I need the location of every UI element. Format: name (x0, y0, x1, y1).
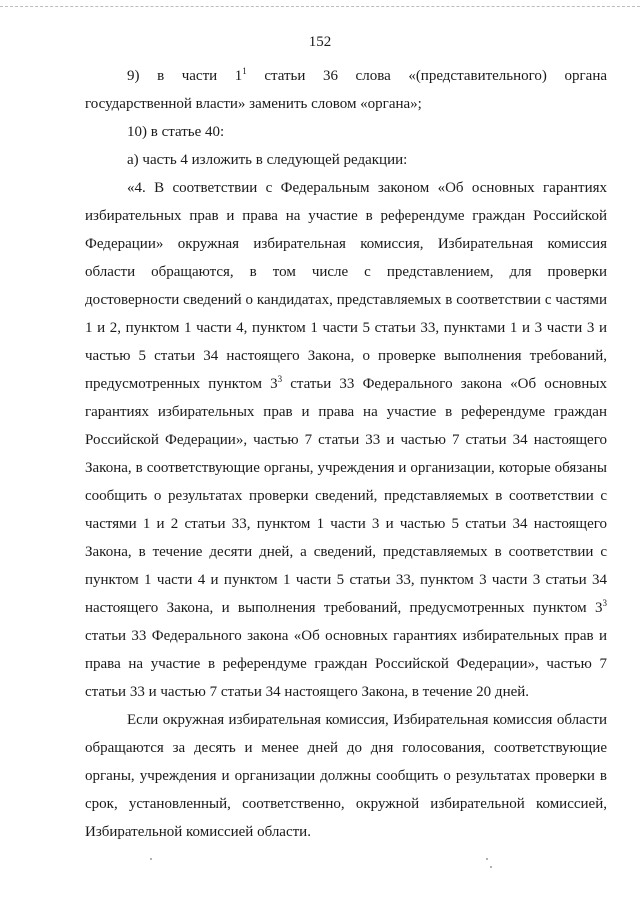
text-run: статьи 36 слова «(представительного) органа государственной власти» заменить словом «органа»; (85, 68, 607, 112)
paragraph-deadline-rule (85, 706, 607, 846)
scan-speck (490, 866, 492, 868)
text-run: «4. В соответствии с Федеральным законом «Об основных гарантиях избирательных прав и права на участие в референдуме граждан Российской Федерации» окружная избирательная комиссия, Избирательная комиссия области обращаются, в том числе с представлением, для проверки достоверности сведений о кандидатах, представляемых в соответствии с частями 1 и 2, пунктом 1 части 4, пунктом 1 части 5 статьи 33, пунктами 1 и 3 части 3 и частью 5 статьи 34 настоящего Закона, о проверке выполнения требований, предусмотренных пунктом 3 (85, 180, 607, 392)
superscript-marker: 1 (242, 66, 247, 76)
text-run: статьи 33 Федерального закона «Об основных гарантиях избирательных прав и права на участие в референдуме граждан Российской Федерации», частью 7 статьи 33 и частью 7 статьи 34 настоящего Закона, в соответствующие органы, учреждения и организации, которые обязаны сообщить о результатах проверки сведений, представляемых в соответствии с частями 1 и 2 статьи 33, пунктом 1 части 3 и частью 5 статьи 34 настоящего Закона, в течение десяти дней, а сведений, представляемых в соответствии с пунктом 1 части 4 и пунктом 1 части 5 статьи 33, пунктом 3 части 3 статьи 34 настоящего Закона, и выполнения требований, предусмотренных пунктом 3 (85, 376, 607, 616)
document-body (85, 62, 607, 846)
superscript-marker: 3 (277, 374, 283, 384)
page-number: 152 (308, 34, 332, 50)
text-run: статьи 33 Федерального закона «Об основных гарантиях избирательных прав и права на участие в референдуме граждан Российской Федерации», частью 7 статьи 33 и частью 7 статьи 34 настоящего Закона, в течение 20 дней. (85, 628, 607, 700)
text-run: Если окружная избирательная комиссия, Избирательная комиссия области обращаются за десять и менее дней до дня голосования, соответствующие органы, учреждения и организации должны сообщить о результатах проверки в срок, установленный, соответственно, окружной избирательной комиссией, Избирательной комиссией области. (85, 712, 607, 840)
paragraph-subitem-a (85, 146, 607, 174)
scan-speck (486, 858, 488, 860)
scan-speck (150, 858, 152, 860)
text-run: 9) в части 1 (127, 68, 243, 84)
text-run: а) часть 4 изложить в следующей редакции: (127, 152, 408, 168)
superscript-marker: 3 (602, 598, 607, 608)
paragraph-part-4-text (85, 174, 607, 706)
paragraph-item-10 (85, 118, 607, 146)
text-run: 10) в статье 40: (127, 124, 225, 140)
scan-top-edge (0, 6, 640, 7)
paragraph-item-9 (85, 62, 607, 118)
